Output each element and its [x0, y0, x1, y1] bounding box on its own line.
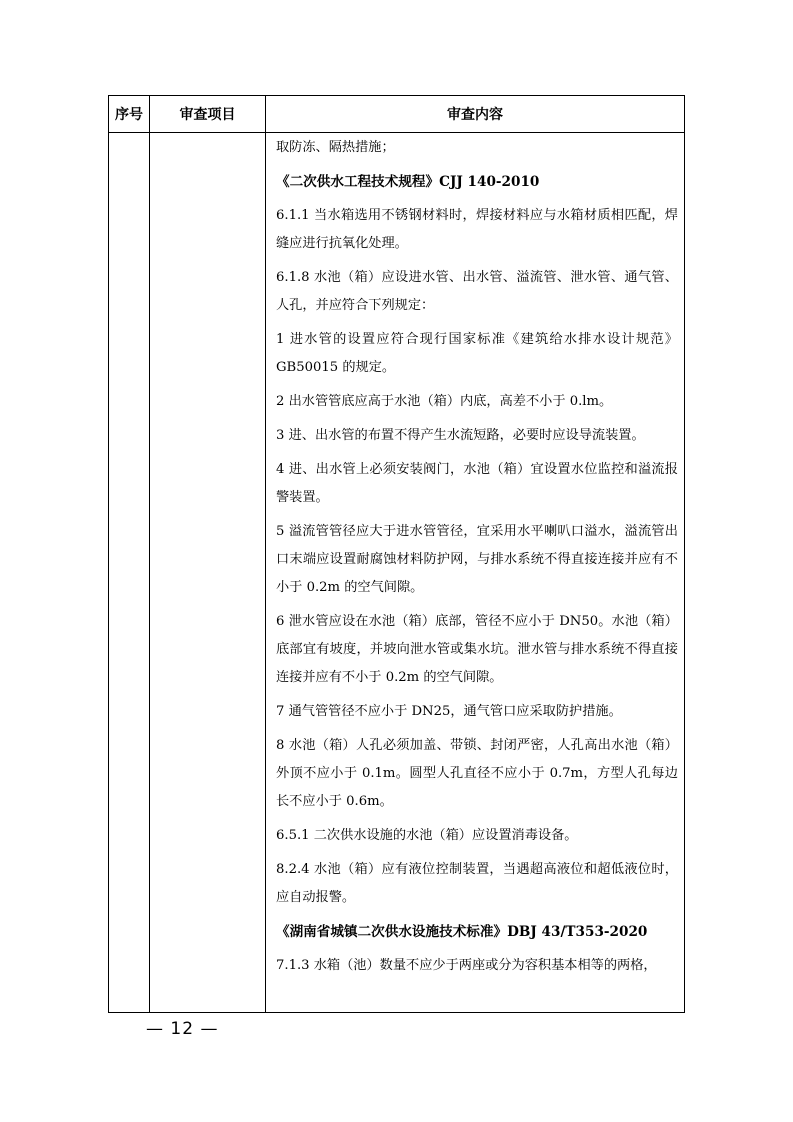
clause-paragraph: 7.1.3 水箱（池）数量不应少于两座或分为容积基本相等的两格，: [276, 958, 657, 973]
clause-paragraph: 3 进、出水管的布置不得产生水流短路，必要时应设导流装置。: [276, 428, 645, 443]
standard-title: 《湖南省城镇二次供水设施技术标准》DBJ 43/T353-2020: [276, 924, 648, 940]
page-number: — 12 —: [146, 1019, 219, 1039]
clause-paragraph: 5 溢流管管径应大于进水管管径，宜采用水平喇叭口溢水，溢流管出口末端应设置耐腐蚀材料防护网，与排水系统不得直接连接并应有不小于 0.2m 的空气间隙。: [276, 524, 678, 595]
header-content: 审查内容: [447, 107, 503, 123]
standard-title: 《二次供水工程技术规程》CJJ 140-2010: [276, 174, 540, 190]
header-divider: [109, 132, 684, 133]
clause-paragraph: 6.5.1 二次供水设施的水池（箱）应设置消毒设备。: [276, 828, 578, 843]
clause-paragraph: 取防冻、隔热措施；: [276, 140, 395, 155]
column-divider: [265, 96, 266, 1012]
clause-paragraph: 8.2.4 水池（箱）应有液位控制装置，当遇超高液位和超低液位时，应自动报警。: [276, 862, 678, 905]
clause-paragraph: 8 水池（箱）人孔必须加盖、带锁、封闭严密，人孔高出水池（箱）外顶不应小于 0.1m。圆型人孔直径不应小于 0.7m，方型人孔每边长不应小于 0.6m。: [276, 738, 678, 809]
review-table: [108, 95, 685, 1013]
header-item: 审查项目: [179, 107, 236, 123]
header-index: 序号: [115, 107, 143, 123]
clause-paragraph: 2 出水管管底应高于水池（箱）内底，高差不小于 0.lm。: [276, 394, 613, 409]
clause-paragraph: 1 进水管的设置应符合现行国家标准《建筑给水排水设计规范》GB50015 的规定。: [276, 332, 678, 375]
clause-paragraph: 6.1.8 水池（箱）应设进水管、出水管、溢流管、泄水管、通气管、人孔，并应符合下列规定：: [276, 270, 678, 313]
column-divider: [149, 96, 150, 1012]
clause-paragraph: 7 通气管管径不应小于 DN25，通气管口应采取防护措施。: [276, 704, 622, 719]
clause-paragraph: 6.1.1 当水箱选用不锈钢材料时，焊接材料应与水箱材质相匹配，焊缝应进行抗氧化处理。: [276, 208, 678, 251]
clause-paragraph: 6 泄水管应设在水池（箱）底部，管径不应小于 DN50。水池（箱）底部宜有坡度，并坡向泄水管或集水坑。泄水管与排水系统不得直接连接并应有不小于 0.2m 的空气间隙。: [276, 614, 678, 685]
content-cell: [276, 134, 678, 980]
clause-paragraph: 4 进、出水管上必须安装阀门，水池（箱）宜设置水位监控和溢流报警装置。: [276, 462, 678, 505]
